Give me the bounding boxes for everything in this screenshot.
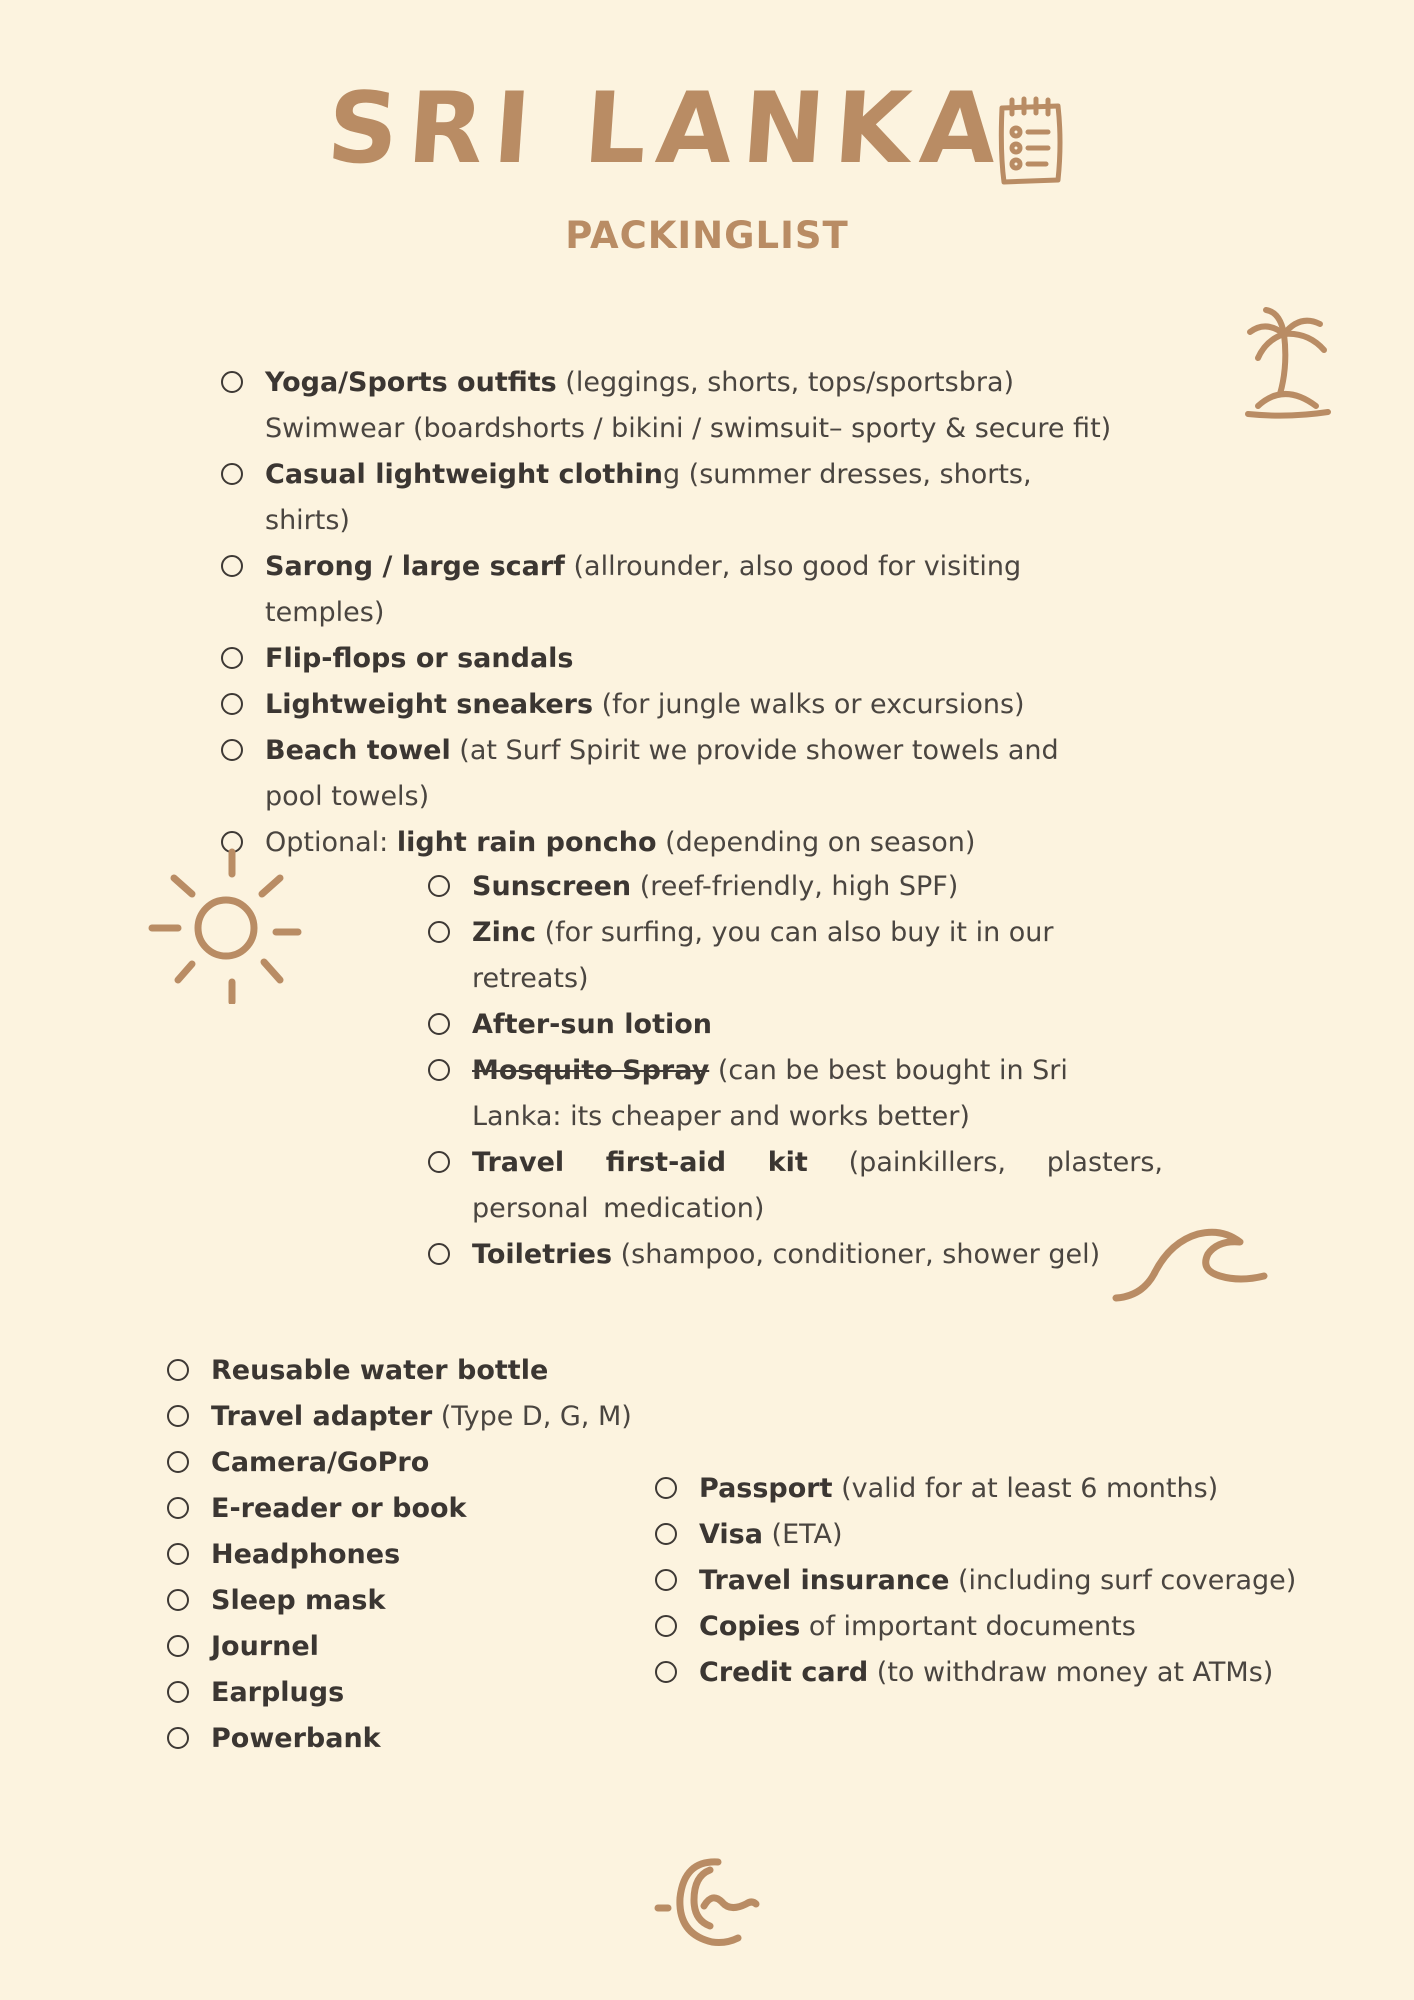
misc-list [167,1348,667,1762]
list-item: Sleep mask [167,1578,667,1624]
list-item: Casual lightweight clothing (summer dresses, shorts, shirts) [221,452,1121,544]
list-item: Optional: light rain poncho (depending on season) [221,820,1121,866]
list-item: Copies of important documents [655,1604,1395,1650]
list-item: Passport (valid for at least 6 months) [655,1466,1395,1512]
checkbox-circle-icon[interactable] [167,1543,189,1565]
checkbox-circle-icon[interactable] [655,1569,677,1591]
list-item: Camera/GoPro [167,1440,667,1486]
list-item-swimwear: Swimwear (boardshorts / bikini / swimsuit– sporty & secure fit) [265,413,1112,444]
list-item: Reusable water bottle [167,1348,667,1394]
list-item: Toiletries (shampoo, conditioner, shower gel) [428,1232,1163,1278]
checkbox-circle-icon[interactable] [221,371,243,393]
list-item: Yoga/Sports outfits (leggings, shorts, tops/sportsbra) [221,360,1121,406]
palm-island-icon [1244,306,1332,422]
list-item: Journel [167,1624,667,1670]
checkbox-circle-icon[interactable] [221,463,243,485]
checkbox-circle-icon[interactable] [428,921,450,943]
list-item: Travel adapter (Type D, G, M) [167,1394,667,1440]
checkbox-circle-icon[interactable] [221,555,243,577]
list-item: Powerbank [167,1716,667,1762]
list-item: After-sun lotion [428,1002,1163,1048]
checkbox-circle-icon[interactable] [167,1589,189,1611]
list-item: Headphones [167,1532,667,1578]
checkbox-circle-icon[interactable] [167,1405,189,1427]
list-item: E-reader or book [167,1486,667,1532]
list-item: Sunscreen (reef-friendly, high SPF) [428,864,1163,910]
page-subtitle: PACKINGLIST [565,214,849,257]
checkbox-circle-icon[interactable] [655,1615,677,1637]
checkbox-circle-icon[interactable] [167,1359,189,1381]
list-item: Credit card (to withdraw money at ATMs) [655,1650,1395,1696]
checkbox-circle-icon[interactable] [167,1727,189,1749]
sun-icon [148,848,304,1004]
list-item: Sarong / large scarf (allrounder, also good for visiting temples) [221,544,1121,636]
wave-logo-icon [654,1856,760,1948]
checkbox-circle-icon[interactable] [167,1635,189,1657]
checkbox-circle-icon[interactable] [428,1151,450,1173]
checkbox-circle-icon[interactable] [428,1059,450,1081]
list-item: Zinc (for surfing, you can also buy it in our retreats) [428,910,1163,1002]
list-item: Flip-flops or sandals [221,636,1121,682]
list-item: Travel insurance (including surf coverage) [655,1558,1395,1604]
checkbox-circle-icon[interactable] [221,693,243,715]
wave-icon [1112,1226,1268,1304]
care-list [428,864,1163,1278]
page-title: SRI LANKA [323,72,1011,186]
checkbox-circle-icon[interactable] [655,1477,677,1499]
list-item: Visa (ETA) [655,1512,1395,1558]
checkbox-circle-icon[interactable] [428,875,450,897]
checkbox-circle-icon[interactable] [655,1661,677,1683]
list-item: Earplugs [167,1670,667,1716]
notepad-icon [992,92,1070,190]
checkbox-circle-icon[interactable] [167,1451,189,1473]
checkbox-circle-icon[interactable] [167,1497,189,1519]
list-item: Mosquito Spray (can be best bought in Sri Lanka: its cheaper and works better) [428,1048,1163,1140]
checkbox-circle-icon[interactable] [167,1681,189,1703]
checkbox-circle-icon[interactable] [655,1523,677,1545]
documents-list [655,1466,1395,1696]
checkbox-circle-icon[interactable] [428,1243,450,1265]
clothing-list [221,360,1121,866]
list-item: Beach towel (at Surf Spirit we provide shower towels and pool towels) [221,728,1105,820]
list-item: Lightweight sneakers (for jungle walks or excursions) [221,682,1121,728]
checkbox-circle-icon[interactable] [221,739,243,761]
checkbox-circle-icon[interactable] [221,647,243,669]
list-item: Travel first-aid kit (painkillers, plasters, personal medication) [428,1140,1163,1232]
checkbox-circle-icon[interactable] [428,1013,450,1035]
